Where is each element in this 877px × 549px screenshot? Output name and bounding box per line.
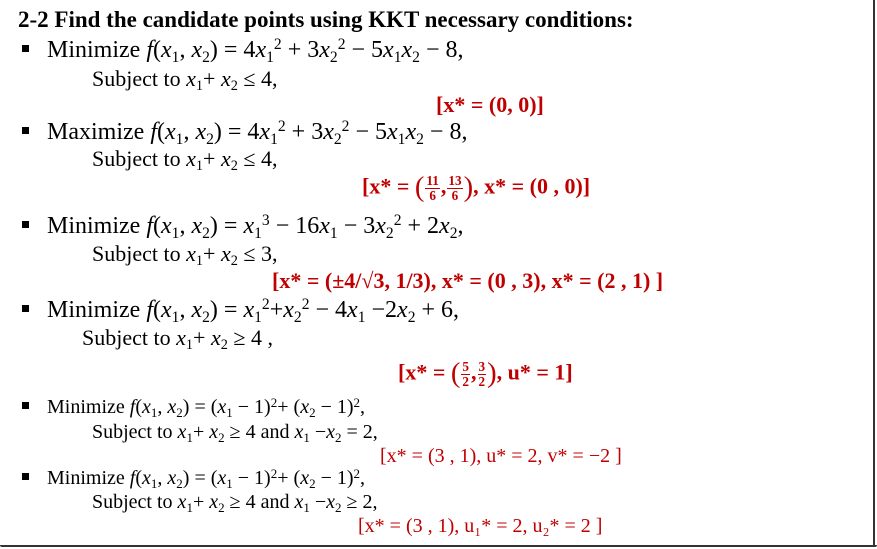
problem-3-answer: [x* = (±4/√3, 1/3), x* = (0 , 3), x* = (2 , 1) ] [272,268,664,293]
constraint-label: Subject to [92,491,173,513]
problem-6-answer: [x* = (3 , 1), u₁* = 2, u₂* = 2 ] [358,515,603,537]
answer-prefix: [x* = [398,359,446,385]
objective-verb: Minimize [47,37,141,63]
page-border-right [873,0,875,547]
page-title: 2-2 Find the candidate points using KKT necessary conditions: [18,7,634,32]
problem-6-objective: Minimize $f(x_1$, $x_2) = (x_1 - 1)^2+ (x_2 - 1)^2$, [22,468,365,488]
objective-verb: Minimize [47,297,141,323]
fraction-numerator: 11 [426,173,439,188]
bullet-icon [22,127,29,134]
objective-verb: Maximize [47,119,145,145]
bullet-icon [22,305,29,312]
fraction-denominator: 2 [478,373,486,389]
answer-prefix: [x* = [362,173,410,199]
problem-1-constraint: Subject to $x_1+ x_2 \le 4$, [92,66,278,95]
problem-2-constraint: Subject to $x_1+ x_2 \le 4$, [92,146,278,175]
fraction [425,174,439,203]
answer-suffix: , x* = (0 , 0)] [473,173,591,199]
answer-suffix: , u* = 1] [496,359,573,385]
fraction [461,360,470,389]
page-border-bottom [0,545,877,547]
constraint-label: Subject to [92,66,181,91]
problem-5-objective: Minimize $f(x_1$, $x_2) = (x_1 - 1)^2+ (x_2 - 1)^2$, [22,397,365,417]
problem-1-objective: Minimize $f(x_1$, $x_2) = 4x_1^2 + 3x_2^2 - 5x_1x_2 - 8$, [22,38,463,62]
problem-5-constraint: Subject to $x_1+ x_2 \ge 4$ and $x_1 -x_2 = 2$, [92,421,378,445]
fraction [478,360,487,389]
bullet-icon [22,473,29,480]
problem-5-answer: [x* = (3 , 1), u* = 2, v* = −2 ] [380,445,622,467]
bullet-icon [22,221,29,228]
constraint-label: Subject to [92,241,181,266]
fraction-numerator: 5 [462,359,469,374]
constraint-label: Subject to [92,421,173,443]
problem-2-objective: Maximize $f(x_1$, $x_2) = 4x_1^2 + 3x_2^2 - 5x_1x_2 - 8$, [22,120,467,144]
fraction-numerator: 13 [448,173,462,188]
constraint-label: Subject to [82,325,171,350]
objective-verb: Minimize [47,213,141,239]
objective-verb: Minimize [47,396,125,418]
fraction-numerator: 3 [478,359,486,374]
fraction-denominator: 6 [429,187,436,203]
bullet-icon [22,45,29,52]
problem-1-answer: [x* = (0, 0)] [436,92,544,117]
problem-4-objective: Minimize $f(x_1$, $x_2) = x_1^2+x_2^2 - 4x_1 -2x_2 + 6$, [22,298,459,322]
problem-3-objective: Minimize $f(x_1$, $x_2) = x_1^3 - 16x_1 - 3x_2^2 + 2x_2$, [22,214,463,238]
fraction-denominator: 2 [462,373,469,389]
problem-3-constraint: Subject to $x_1+ x_2 \le 3$, [92,241,278,270]
constraint-label: Subject to [92,146,181,171]
fraction [447,174,462,203]
problem-6-constraint: Subject to $x_1+ x_2 \ge 4$ and $x_1 -x_2 \ge 2$, [92,491,378,515]
problem-4-answer: [x* = ( $\frac{5}{2}$ , $\frac{3}{2}$ ), u* = 1] [398,358,573,390]
bullet-icon [22,402,29,409]
problem-2-answer: [x* = ( $\frac{11}{6}$ , $\frac{13}{6}$ ), x* = (0 , 0)] [362,172,591,204]
problem-4-constraint: Subject to $x_1+ x_2 \ge 4$ , [82,325,273,354]
fraction-denominator: 6 [451,187,459,203]
objective-verb: Minimize [47,467,125,489]
